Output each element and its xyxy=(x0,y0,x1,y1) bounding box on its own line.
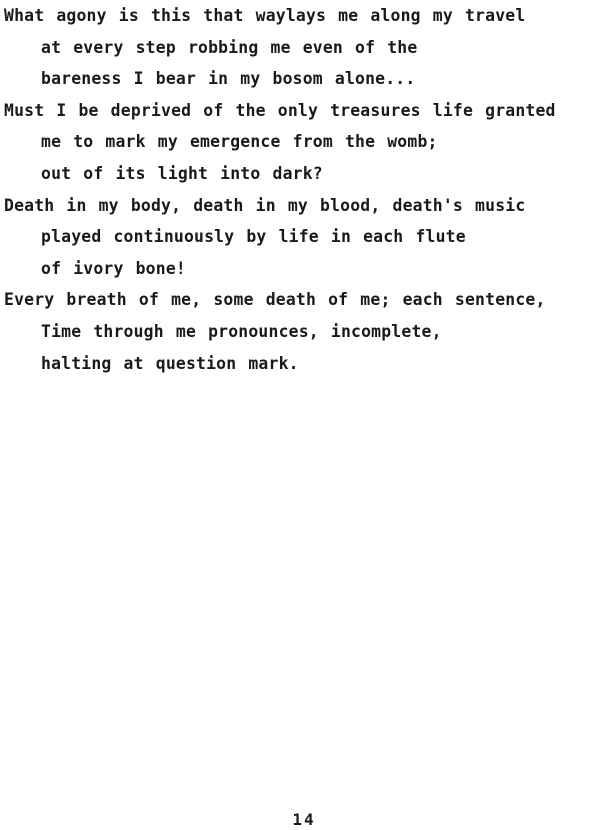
poem-body xyxy=(4,0,600,379)
poem-line: out of its light into dark? xyxy=(41,163,323,183)
poem-line: at every step robbing me even of the xyxy=(41,37,418,57)
poem-line: played continuously by life in each flute xyxy=(41,227,466,247)
poem-line: What agony is this that waylays me along my travel xyxy=(4,6,526,25)
poem-line: Time through me pronounces, incomplete, xyxy=(41,321,442,341)
poem-line: Death in my body, death in my blood, death's music xyxy=(4,195,526,215)
poem-line: halting at question mark. xyxy=(41,353,299,373)
poem-line: Must I be deprived of the only treasures life granted xyxy=(4,100,556,120)
poem-line: me to mark my emergence from the womb; xyxy=(41,132,438,152)
poem-line: of ivory bone! xyxy=(41,258,186,278)
poem-line: bareness I bear in my bosom alone... xyxy=(41,69,416,89)
poem-line: Every breath of me, some death of me; each sentence, xyxy=(4,290,546,310)
page-number: 14 xyxy=(292,810,316,829)
